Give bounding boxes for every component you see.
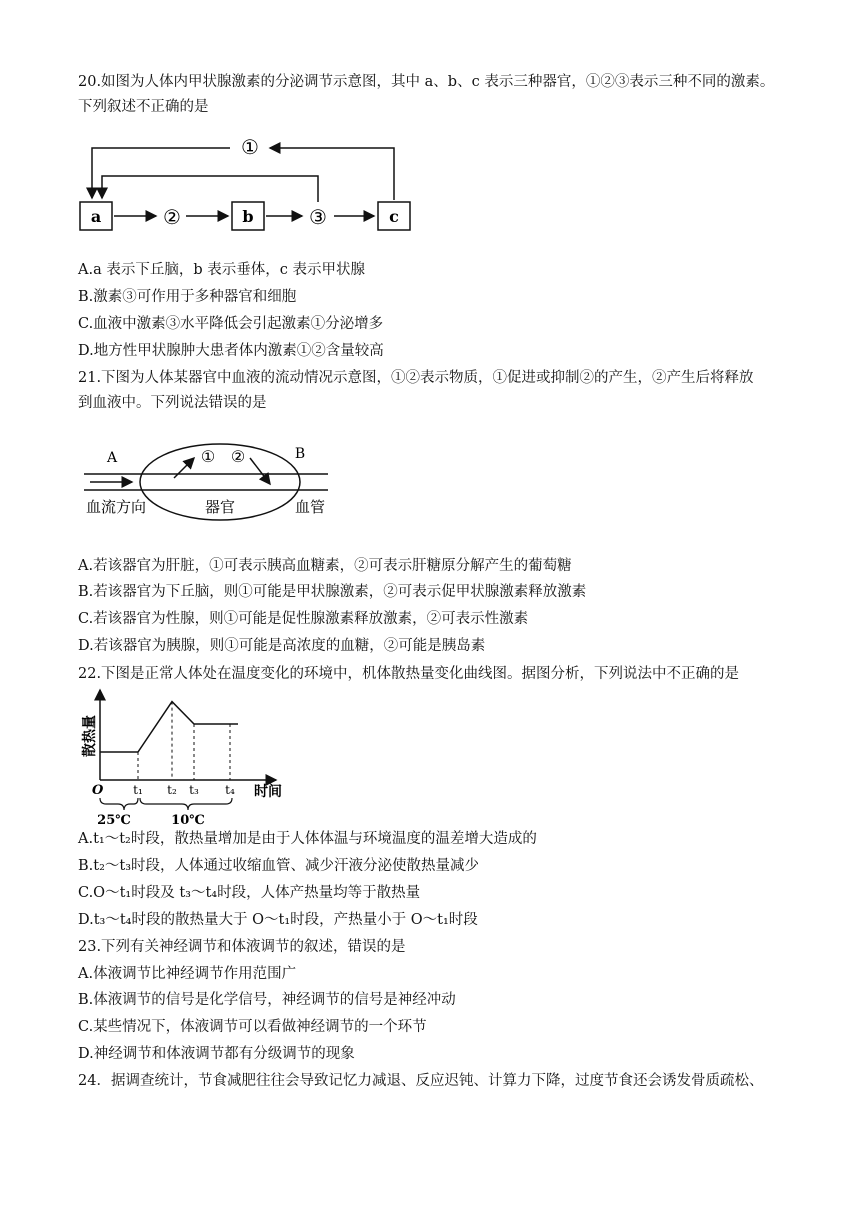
q21-stem-line1: 21.下图为人体某器官中血液的流动情况示意图，①②表示物质，①促进或抑制②的产生，②产生后将释放: [78, 370, 754, 386]
q21-option-c: C.若该器官为性腺，则①可能是促性腺激素释放激素，②可表示性激素: [78, 611, 529, 627]
q22-stem-line1: 22.下图是正常人体处在温度变化的环境中，机体散热量变化曲线图。据图分析，下列说法中不正确的是: [78, 666, 740, 682]
q20-option-d: D.地方性甲状腺肿大患者体内激素①②含量较高: [78, 343, 384, 359]
q21-option-b: B.若该器官为下丘脑，则①可能是甲状腺激素，②可表示促甲状腺激素释放激素: [78, 584, 587, 600]
q20-regulation-diagram: [78, 130, 418, 236]
q20-stem-line2: 下列叙述不正确的是: [78, 99, 209, 115]
q21-blood-flow-diagram: [78, 434, 348, 528]
q23-option-a: A.体液调节比神经调节作用范围广: [78, 966, 297, 982]
arrow-3-to-a: [102, 176, 318, 202]
box-b-label: b: [242, 207, 254, 226]
q20-option-c: C.血液中激素③水平降低会引起激素①分泌增多: [78, 316, 384, 332]
y-axis-label: 散热量: [82, 715, 98, 757]
temp-label-10c: 10℃: [171, 813, 205, 826]
q22-option-b: B.t₂～t₃时段，人体通过收缩血管、减少汗液分泌使散热量减少: [78, 858, 480, 874]
q20-option-b: B.激素③可作用于多种器官和细胞: [78, 289, 297, 305]
q20-stem-line1: 20.如图为人体内甲状腺激素的分泌调节示意图，其中 a、b、c 表示三种器官，①②③表示三种不同的激素。: [78, 74, 775, 90]
x-tick-label-1: t₁: [133, 783, 143, 797]
label-A: A: [106, 450, 118, 466]
arrow-c-to-1: [270, 148, 394, 200]
box-a-label: a: [90, 207, 102, 226]
temp-label-25c: 25℃: [97, 813, 131, 826]
x-tick-label-3: t₃: [189, 783, 199, 797]
hormone-2-label: ②: [163, 205, 181, 229]
box-c-label: c: [389, 207, 399, 226]
arrow-1-to-a: [92, 148, 230, 198]
substance-2-label: ②: [230, 447, 246, 466]
q24-stem-line1: 24．据调查统计，节食减肥往往会导致记忆力减退、反应迟钝、计算力下降，过度节食还会诱发骨质疏松、: [78, 1073, 764, 1089]
origin-label: O: [92, 783, 104, 798]
hormone-3-label: ③: [309, 205, 327, 229]
q21-option-a: A.若该器官为肝脏，①可表示胰高血糖素，②可表示肝糖原分解产生的葡萄糖: [78, 558, 572, 574]
q23-option-b: B.体液调节的信号是化学信号，神经调节的信号是神经冲动: [78, 992, 456, 1008]
q22-option-c: C.O～t₁时段及 t₃～t₄时段，人体产热量均等于散热量: [78, 885, 421, 901]
x-axis-label: 时间: [254, 784, 282, 800]
q23-option-d: D.神经调节和体液调节都有分级调节的现象: [78, 1046, 355, 1062]
x-tick-label-2: t₂: [167, 783, 177, 797]
q20-option-a: A.a 表示下丘脑，b 表示垂体，c 表示甲状腺: [78, 262, 365, 278]
q21-stem-line2: 到血液中。下列说法错误的是: [78, 395, 267, 411]
brace-10c: [140, 798, 232, 810]
q23-option-c: C.某些情况下，体液调节可以看做神经调节的一个环节: [78, 1019, 427, 1035]
organ-label: 器官: [204, 498, 236, 516]
q22-option-a: A.t₁～t₂时段，散热量增加是由于人体体温与环境温度的温差增大造成的: [78, 831, 537, 847]
label-B: B: [294, 446, 306, 462]
flow-direction-label: 血流方向: [85, 498, 147, 516]
hormone-1-label: ①: [241, 135, 259, 159]
x-tick-label-4: t₄: [225, 783, 235, 797]
vessel-label: 血管: [294, 498, 326, 516]
series-line: [100, 702, 230, 752]
substance-1-label: ①: [200, 447, 216, 466]
q22-heat-dissipation-chart: [78, 686, 288, 826]
q23-stem-line1: 23.下列有关神经调节和体液调节的叙述，错误的是: [78, 939, 406, 955]
q21-option-d: D.若该器官为胰腺，则①可能是高浓度的血糖，②可能是胰岛素: [78, 638, 486, 654]
q22-option-d: D.t₃～t₄时段的散热量大于 O～t₁时段，产热量小于 O～t₁时段: [78, 912, 478, 928]
brace-25c: [100, 798, 138, 810]
